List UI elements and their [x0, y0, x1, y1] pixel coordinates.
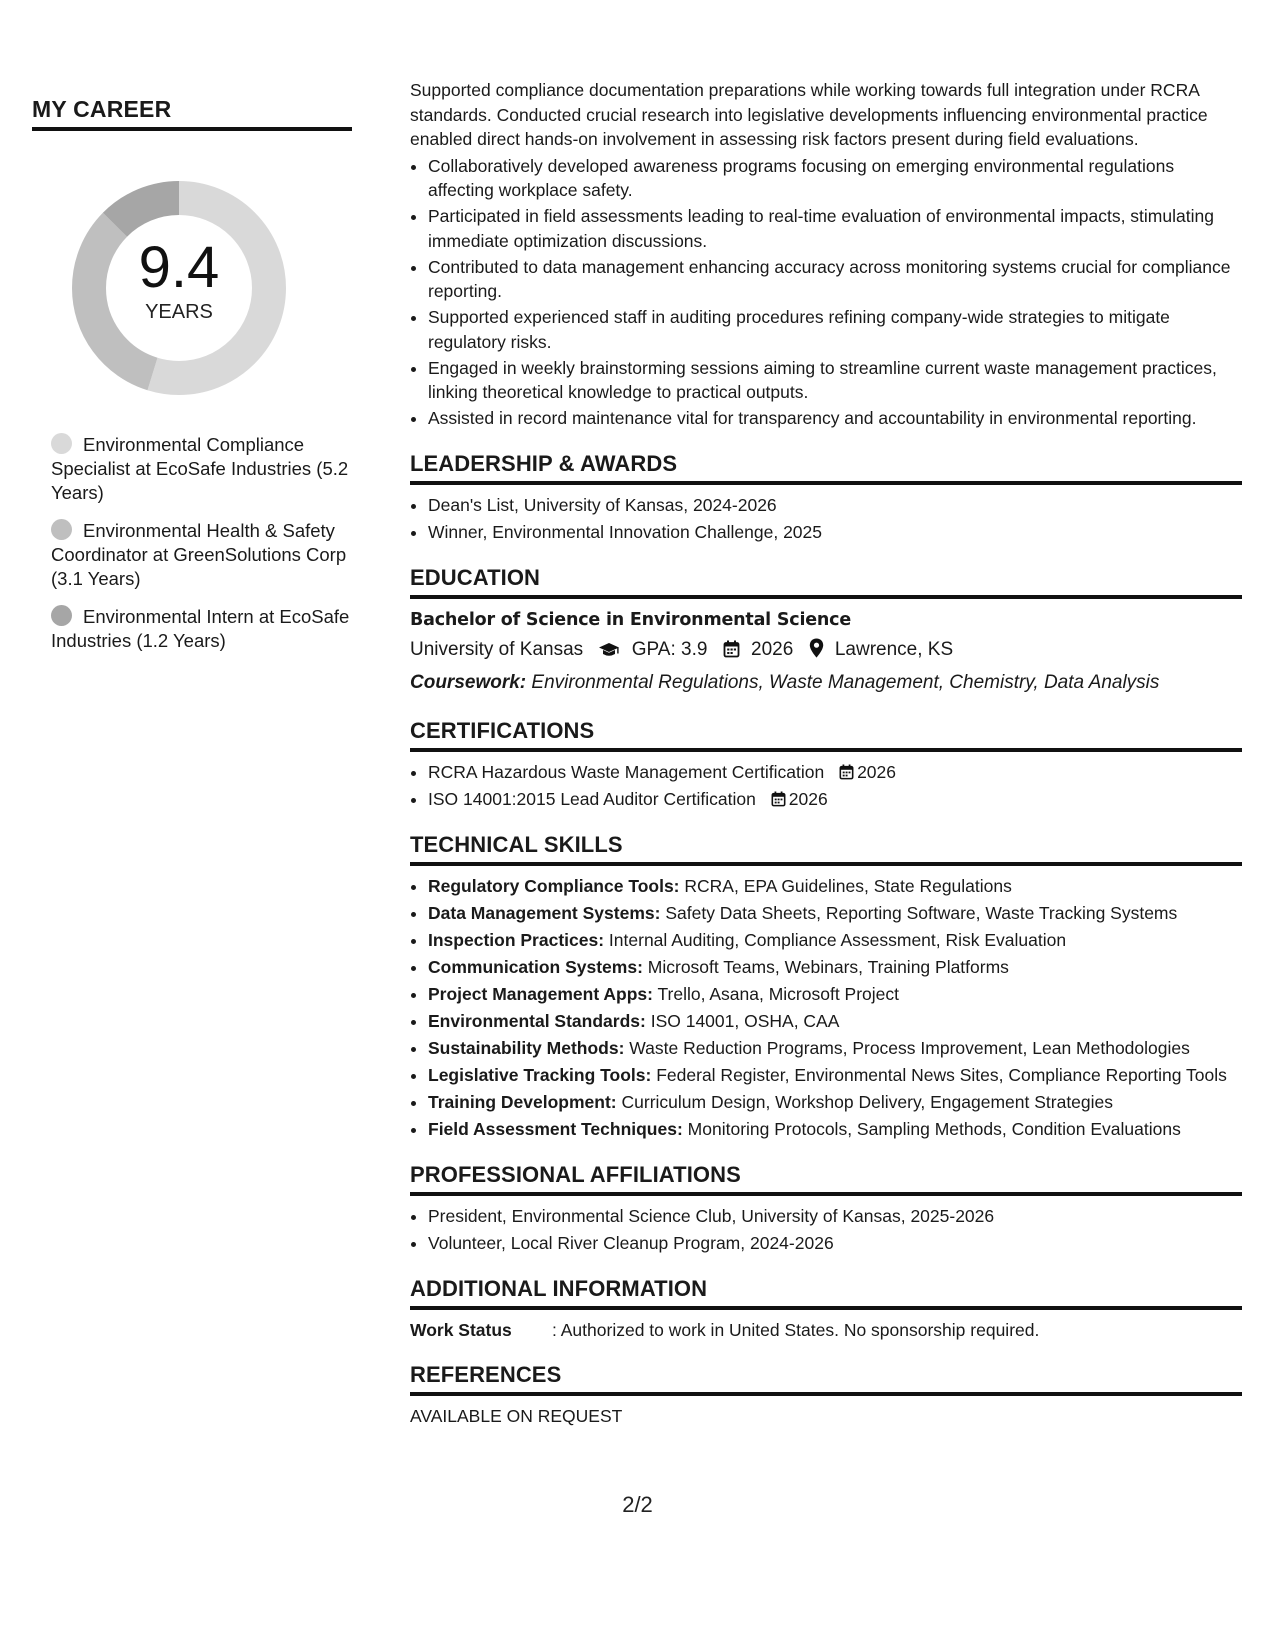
skill-item: [428, 955, 1242, 980]
skill-item: [428, 1117, 1242, 1142]
certification-year: 2026: [788, 788, 828, 809]
career-sidebar: [32, 96, 352, 667]
certification-year: 2026: [857, 761, 896, 782]
calendar-icon: [723, 638, 740, 668]
skill-item: [428, 1009, 1242, 1034]
affiliations-title: PROFESSIONAL AFFILIATIONS: [410, 1162, 1242, 1196]
total-years-unit: YEARS: [145, 300, 213, 323]
experience-bullet: • Engaged in weekly brainstorming sessions aiming to streamline current waste management practices, linking theoretical knowledge to practical outputs.: [428, 356, 1242, 405]
school-name: University of Kansas: [410, 638, 584, 660]
experience-bullet: • Assisted in record maintenance vital for transparency and accountability in environmental reporting.: [428, 406, 1242, 431]
skill-value: Monitoring Protocols, Sampling Methods, Condition Evaluations: [687, 1118, 1181, 1139]
coursework: [410, 668, 1242, 698]
certification-name: ISO 14001:2015 Lead Auditor Certification: [428, 788, 756, 809]
education-title: EDUCATION: [410, 565, 1242, 599]
experience-intro: Supported compliance documentation preparations while working towards full integration under RCRA standards. Conducted crucial research into legislative developments influencing environmental practice enabled direct hands-on involvement in assessing risk factors present during field evaluations.: [410, 80, 1208, 149]
work-status-row: [410, 1318, 1242, 1342]
additional-title: ADDITIONAL INFORMATION: [410, 1276, 1242, 1310]
leadership-list: [410, 493, 1242, 545]
calendar-icon: [771, 791, 786, 807]
legend-dot: [51, 605, 72, 626]
legend-item: [51, 519, 352, 591]
skill-label: Legislative Tracking Tools:: [428, 1064, 652, 1085]
legend-item: [51, 605, 352, 653]
certifications-list: [410, 760, 1242, 812]
additional-section: [410, 1276, 1242, 1342]
skill-item: [428, 928, 1242, 953]
references-text: AVAILABLE ON REQUEST: [410, 1405, 623, 1426]
affiliations-section: [410, 1162, 1242, 1256]
leadership-title: LEADERSHIP & AWARDS: [410, 451, 1242, 485]
skill-label: Inspection Practices:: [428, 929, 605, 950]
skill-value: RCRA, EPA Guidelines, State Regulations: [684, 875, 1012, 896]
skill-item: [428, 901, 1242, 926]
career-donut-chart: [64, 173, 294, 403]
page-number: 2/2: [622, 1492, 653, 1517]
graduation-cap-icon: [598, 638, 620, 668]
skill-value: Trello, Asana, Microsoft Project: [657, 983, 900, 1004]
references-title: REFERENCES: [410, 1362, 1242, 1396]
certification-item: [428, 760, 1242, 785]
total-years-value: 9.4: [138, 234, 220, 300]
leadership-section: [410, 451, 1242, 545]
skill-item: [428, 1063, 1242, 1088]
legend-label: Environmental Compliance Specialist at EcoSafe Industries (5.2 Years): [51, 434, 349, 503]
career-heading: MY CAREER: [32, 96, 352, 131]
skill-value: Microsoft Teams, Webinars, Training Platforms: [647, 956, 1009, 977]
donut-center: [64, 173, 294, 403]
skills-title: TECHNICAL SKILLS: [410, 832, 1242, 866]
school-location: Lawrence, KS: [834, 638, 954, 660]
experience-bullet: • Participated in field assessments leading to real-time evaluation of environmental impacts, stimulating immediate optimization discussions.: [428, 204, 1242, 253]
experience-bullet: • Supported experienced staff in auditing procedures refining company-wide strategies to mitigate regulatory risks.: [428, 305, 1242, 354]
certification-item: [428, 787, 1242, 812]
legend-dot: [51, 519, 72, 540]
skill-label: Regulatory Compliance Tools:: [428, 875, 680, 896]
skill-label: Communication Systems:: [428, 956, 643, 977]
skills-section: [410, 832, 1242, 1142]
affiliation-item: • President, Environmental Science Club, University of Kansas, 2025-2026: [428, 1204, 1242, 1229]
education-content: [410, 607, 1242, 698]
skill-label: Sustainability Methods:: [428, 1037, 625, 1058]
certification-date: [771, 787, 828, 812]
skill-label: Project Management Apps:: [428, 983, 653, 1004]
calendar-icon: [839, 764, 854, 780]
leadership-item: • Winner, Environmental Innovation Challenge, 2025: [428, 520, 1242, 545]
skill-value: Internal Auditing, Compliance Assessment, Risk Evaluation: [608, 929, 1067, 950]
skill-item: [428, 982, 1242, 1007]
graduation-year: 2026: [751, 638, 794, 660]
skill-value: ISO 14001, OSHA, CAA: [650, 1010, 840, 1031]
skill-item: [428, 1036, 1242, 1061]
career-legend: [51, 433, 352, 653]
main-content: [410, 78, 1242, 1427]
work-status-label: Work Status: [410, 1319, 512, 1340]
skill-item: [428, 1090, 1242, 1115]
legend-item: [51, 433, 352, 505]
skill-label: Training Development:: [428, 1091, 617, 1112]
education-section: [410, 565, 1242, 698]
certification-name: RCRA Hazardous Waste Management Certification: [428, 761, 825, 782]
degree-name: Bachelor of Science in Environmental Science: [410, 609, 852, 630]
education-details: [410, 635, 1242, 668]
legend-label: Environmental Health & Safety Coordinator at GreenSolutions Corp (3.1 Years): [51, 520, 347, 589]
skill-value: Federal Register, Environmental News Sites, Compliance Reporting Tools: [656, 1064, 1227, 1085]
legend-label: Environmental Intern at EcoSafe Industries (1.2 Years): [51, 606, 350, 651]
skill-value: Curriculum Design, Workshop Delivery, Engagement Strategies: [621, 1091, 1114, 1112]
references-section: [410, 1362, 1242, 1427]
skill-value: Safety Data Sheets, Reporting Software, Waste Tracking Systems: [665, 902, 1178, 923]
gpa: GPA: 3.9: [631, 638, 708, 660]
skill-label: Field Assessment Techniques:: [428, 1118, 683, 1139]
work-status-value: : Authorized to work in United States. No sponsorship required.: [552, 1319, 1040, 1340]
certifications-section: [410, 718, 1242, 812]
experience-bullets: [410, 154, 1242, 431]
skill-label: Data Management Systems:: [428, 902, 661, 923]
coursework-label: Coursework:: [410, 671, 527, 693]
leadership-item: • Dean's List, University of Kansas, 2024-2026: [428, 493, 1242, 518]
experience-bullet: • Collaboratively developed awareness programs focusing on emerging environmental regulations affecting workplace safety.: [428, 154, 1242, 203]
coursework-list: Environmental Regulations, Waste Management, Chemistry, Data Analysis: [531, 671, 1160, 693]
legend-dot: [51, 433, 72, 454]
experience-bullet: • Contributed to data management enhancing accuracy across monitoring systems crucial for compliance reporting.: [428, 255, 1242, 304]
certifications-title: CERTIFICATIONS: [410, 718, 1242, 752]
affiliations-list: [410, 1204, 1242, 1256]
skills-list: [410, 874, 1242, 1142]
location-pin-icon: [809, 638, 824, 668]
skill-label: Environmental Standards:: [428, 1010, 646, 1031]
skill-item: [428, 874, 1242, 899]
skill-value: Waste Reduction Programs, Process Improvement, Lean Methodologies: [629, 1037, 1190, 1058]
affiliation-item: • Volunteer, Local River Cleanup Program, 2024-2026: [428, 1231, 1242, 1256]
certification-date: [839, 760, 896, 785]
